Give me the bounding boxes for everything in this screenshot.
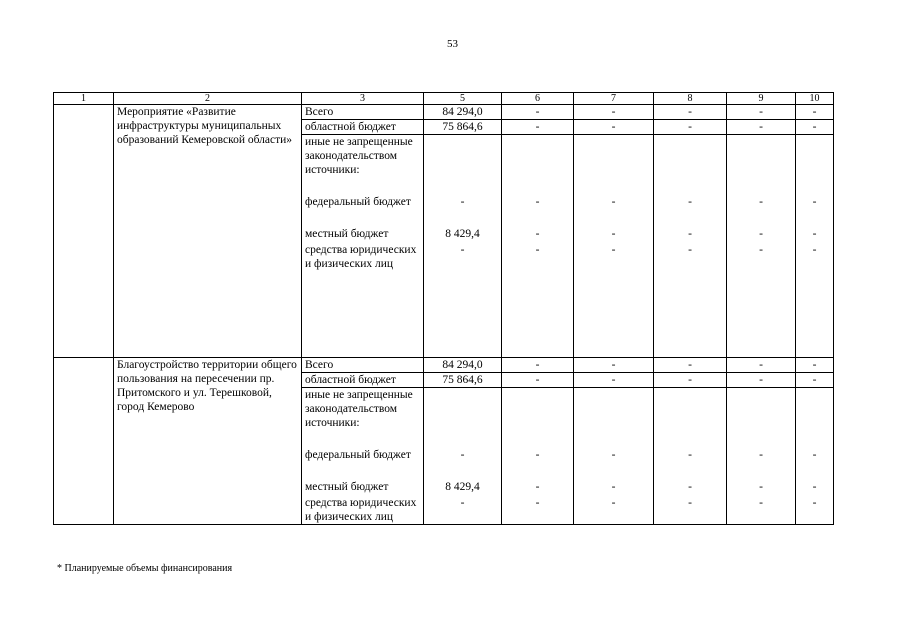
value-cell <box>654 135 727 358</box>
value-dash: - <box>611 244 616 256</box>
value-dash: - <box>535 497 540 509</box>
value-cell <box>502 388 574 525</box>
value-cell <box>654 388 727 525</box>
value-dash: - <box>502 358 574 373</box>
value-cell <box>574 135 654 358</box>
value-dash: - <box>759 481 763 493</box>
value-legal: - <box>460 244 465 256</box>
value-cell <box>727 135 796 358</box>
value-dash: - <box>654 373 727 388</box>
value-cell <box>796 388 834 525</box>
value-dash: - <box>688 228 692 240</box>
value-dash: - <box>535 228 540 240</box>
value-local: 8 429,4 <box>445 228 480 240</box>
value-regional: 75 864,6 <box>424 373 502 388</box>
value-dash: - <box>759 449 763 461</box>
footnote: * Планируемые объемы финансирования <box>57 563 233 574</box>
value-dash: - <box>727 373 796 388</box>
value-dash: - <box>812 497 817 509</box>
value-total: 84 294,0 <box>424 358 502 373</box>
column-number: 9 <box>727 93 796 105</box>
value-dash: - <box>611 481 616 493</box>
value-dash: - <box>535 196 540 208</box>
value-dash: - <box>535 244 540 256</box>
column-number: 5 <box>424 93 502 105</box>
value-dash: - <box>574 373 654 388</box>
source-other-cell <box>302 135 424 358</box>
value-dash: - <box>611 497 616 509</box>
value-dash: - <box>611 449 616 461</box>
value-dash: - <box>502 373 574 388</box>
column-number: 10 <box>796 93 834 105</box>
value-dash: - <box>688 481 692 493</box>
value-dash: - <box>796 105 834 120</box>
value-dash: - <box>812 196 817 208</box>
value-dash: - <box>796 120 834 135</box>
value-cell <box>574 388 654 525</box>
source-total-label: Всего <box>302 358 424 373</box>
value-dash: - <box>727 120 796 135</box>
source-legal-label: средства юридических и физических лиц <box>305 244 417 270</box>
value-dash: - <box>688 196 692 208</box>
value-dash: - <box>796 358 834 373</box>
source-other-label: иные не запрещенные законодательством источники: <box>305 389 413 429</box>
column-number-row <box>54 93 834 105</box>
source-regional-label: областной бюджет <box>302 373 424 388</box>
value-dash: - <box>759 196 763 208</box>
column-number: 1 <box>54 93 114 105</box>
column-number: 2 <box>114 93 302 105</box>
value-dash: - <box>727 358 796 373</box>
value-dash: - <box>574 105 654 120</box>
column-number: 6 <box>502 93 574 105</box>
value-dash: - <box>502 105 574 120</box>
source-legal-label: средства юридических и физических лиц <box>305 497 417 523</box>
value-dash: - <box>759 244 763 256</box>
table-row <box>54 358 834 373</box>
value-federal: - <box>460 449 465 461</box>
value-cell <box>424 135 502 358</box>
source-other-cell <box>302 388 424 525</box>
source-local-label: местный бюджет <box>305 481 389 493</box>
page-number: 53 <box>447 38 458 50</box>
value-dash: - <box>574 358 654 373</box>
value-dash: - <box>611 228 616 240</box>
value-total: 84 294,0 <box>424 105 502 120</box>
column-number: 8 <box>654 93 727 105</box>
value-dash: - <box>654 358 727 373</box>
value-dash: - <box>611 196 616 208</box>
value-dash: - <box>654 105 727 120</box>
value-dash: - <box>796 373 834 388</box>
value-local: 8 429,4 <box>445 481 480 493</box>
table-row <box>54 105 834 120</box>
column-number: 7 <box>574 93 654 105</box>
value-dash: - <box>812 228 817 240</box>
value-cell <box>502 135 574 358</box>
value-dash: - <box>535 481 540 493</box>
value-cell <box>796 135 834 358</box>
value-dash: - <box>502 120 574 135</box>
value-cell <box>424 388 502 525</box>
value-cell <box>727 388 796 525</box>
value-dash: - <box>759 497 763 509</box>
value-federal: - <box>460 196 465 208</box>
value-legal: - <box>460 497 465 509</box>
value-dash: - <box>574 120 654 135</box>
source-other-label: иные не запрещенные законодательством источники: <box>305 136 413 176</box>
source-regional-label: областной бюджет <box>302 120 424 135</box>
value-dash: - <box>759 228 763 240</box>
activity-name: Благоустройство территории общего пользования на пересечении пр. Притомского и ул. Терешковой, город Кемерово <box>114 358 302 525</box>
source-federal-label: федеральный бюджет <box>305 449 411 461</box>
source-federal-label: федеральный бюджет <box>305 196 411 208</box>
value-dash: - <box>727 105 796 120</box>
value-dash: - <box>688 449 692 461</box>
source-total-label: Всего <box>302 105 424 120</box>
row-number-cell <box>54 358 114 525</box>
value-dash: - <box>654 120 727 135</box>
value-dash: - <box>688 244 692 256</box>
column-number: 3 <box>302 93 424 105</box>
value-dash: - <box>812 244 817 256</box>
value-dash: - <box>812 449 817 461</box>
source-local-label: местный бюджет <box>305 228 389 240</box>
value-dash: - <box>688 497 692 509</box>
value-dash: - <box>812 481 817 493</box>
activity-name: Мероприятие «Развитие инфраструктуры муниципальных образований Кемеровской области» <box>114 105 302 358</box>
row-number-cell <box>54 105 114 358</box>
value-regional: 75 864,6 <box>424 120 502 135</box>
financing-table <box>53 92 834 525</box>
value-dash: - <box>535 449 540 461</box>
